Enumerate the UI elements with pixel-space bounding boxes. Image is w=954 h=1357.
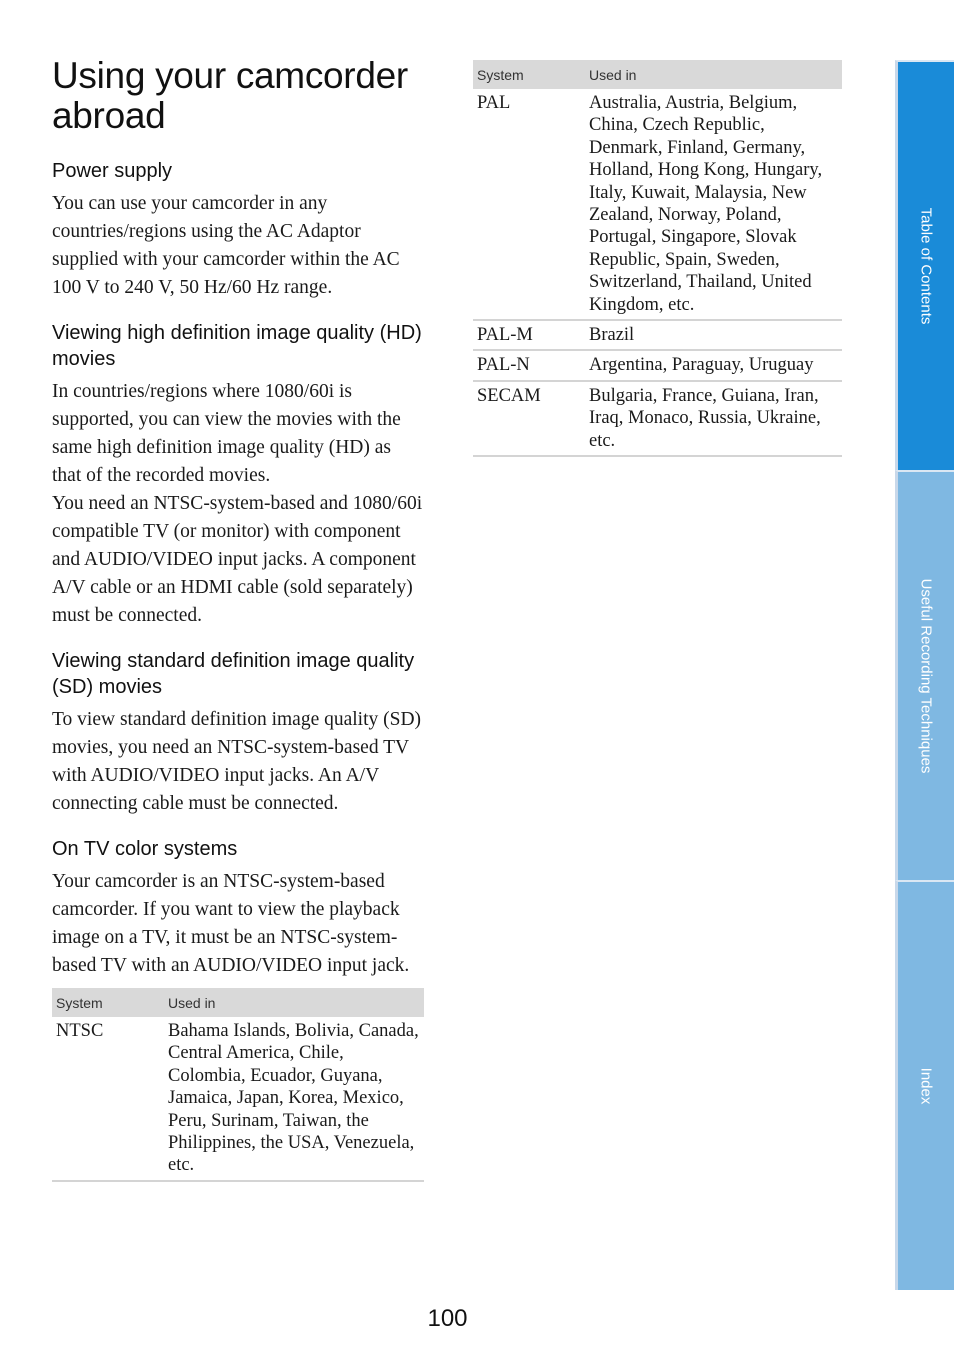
table-row	[473, 320, 842, 350]
table-header-system: System	[52, 988, 164, 1017]
tab-label: Useful Recording Techniques	[917, 578, 935, 774]
page-title: Using your camcorder abroad	[52, 55, 408, 136]
section-paragraph: To view standard definition image quality (SD) movies, you need an NTSC-system-based TV with AUDIO/VIDEO input jacks. An A/V connecting cable must be connected.	[52, 709, 422, 814]
section-paragraph: Your camcorder is an NTSC-system-based camcorder. If you want to view the playback image on a TV, it must be an NTSC-system-based TV with an AUDIO/VIDEO input jack.	[52, 871, 410, 976]
section-paragraph: You can use your camcorder in any countries/regions using the AC Adaptor supplied with your camcorder within the AC 100 V to 240 V, 50 Hz/60 Hz range.	[52, 193, 400, 298]
table-row	[473, 350, 842, 380]
tab-table-of-contents[interactable]	[895, 60, 954, 470]
pal-secam-system-table	[473, 60, 842, 457]
table-cell-used-in: Australia, Austria, Belgium, China, Czech Republic, Denmark, Finland, Germany, Holland, Hong Kong, Hungary, Italy, Kuwait, Malaysia, New Zealand, Norway, Poland, Portugal, Singapore, Slovak Republic, Spain, Sweden, Switzerland, Thailand, United Kingdom, etc.	[585, 89, 842, 320]
tab-label: Index	[917, 1067, 935, 1105]
table-cell-system: SECAM	[473, 381, 585, 456]
page-number: 100	[427, 1305, 468, 1332]
table-header-used-in: Used in	[585, 60, 842, 89]
table-cell-system: PAL	[473, 89, 585, 320]
table-cell-used-in: Argentina, Paraguay, Uruguay	[585, 350, 842, 380]
table-row	[52, 1017, 424, 1181]
tab-label: Table of Contents	[917, 207, 935, 325]
table-cell-used-in: Bulgaria, France, Guiana, Iran, Iraq, Monaco, Russia, Ukraine, etc.	[585, 381, 842, 456]
right-column	[473, 60, 842, 457]
tab-index[interactable]	[895, 880, 954, 1290]
section-heading-tv-color-systems: On TV color systems	[52, 838, 238, 860]
section-heading-sd-movies: Viewing standard definition image quality (SD) movies	[52, 650, 415, 698]
table-header-system: System	[473, 60, 585, 89]
table-cell-used-in: Bahama Islands, Bolivia, Canada, Central America, Chile, Colombia, Ecuador, Guyana, Jamaica, Japan, Korea, Mexico, Peru, Surinam, Taiwan, the Philippines, the USA, Venezuela, etc.	[164, 1017, 424, 1181]
table-header-row	[473, 60, 842, 89]
table-cell-system: PAL-M	[473, 320, 585, 350]
section-paragraph: You need an NTSC-system-based and 1080/60i compatible TV (or monitor) with component and AUDIO/VIDEO input jacks. A component A/V cable or an HDMI cable (sold separately) must be connected.	[52, 493, 423, 626]
left-column	[52, 56, 424, 1182]
ntsc-system-table	[52, 988, 424, 1182]
table-cell-used-in: Brazil	[585, 320, 842, 350]
section-paragraph: In countries/regions where 1080/60i is supported, you can view the movies with the same high definition image quality (HD) as that of the recorded movies.	[52, 381, 401, 486]
table-row	[473, 381, 842, 456]
table-header-row	[52, 988, 424, 1017]
tab-useful-recording-techniques[interactable]	[895, 470, 954, 880]
section-heading-power-supply: Power supply	[52, 160, 173, 182]
section-heading-hd-movies: Viewing high definition image quality (HD) movies	[52, 322, 422, 370]
table-cell-system: PAL-N	[473, 350, 585, 380]
table-header-used-in: Used in	[164, 988, 424, 1017]
table-row	[473, 89, 842, 320]
table-cell-system: NTSC	[52, 1017, 164, 1181]
